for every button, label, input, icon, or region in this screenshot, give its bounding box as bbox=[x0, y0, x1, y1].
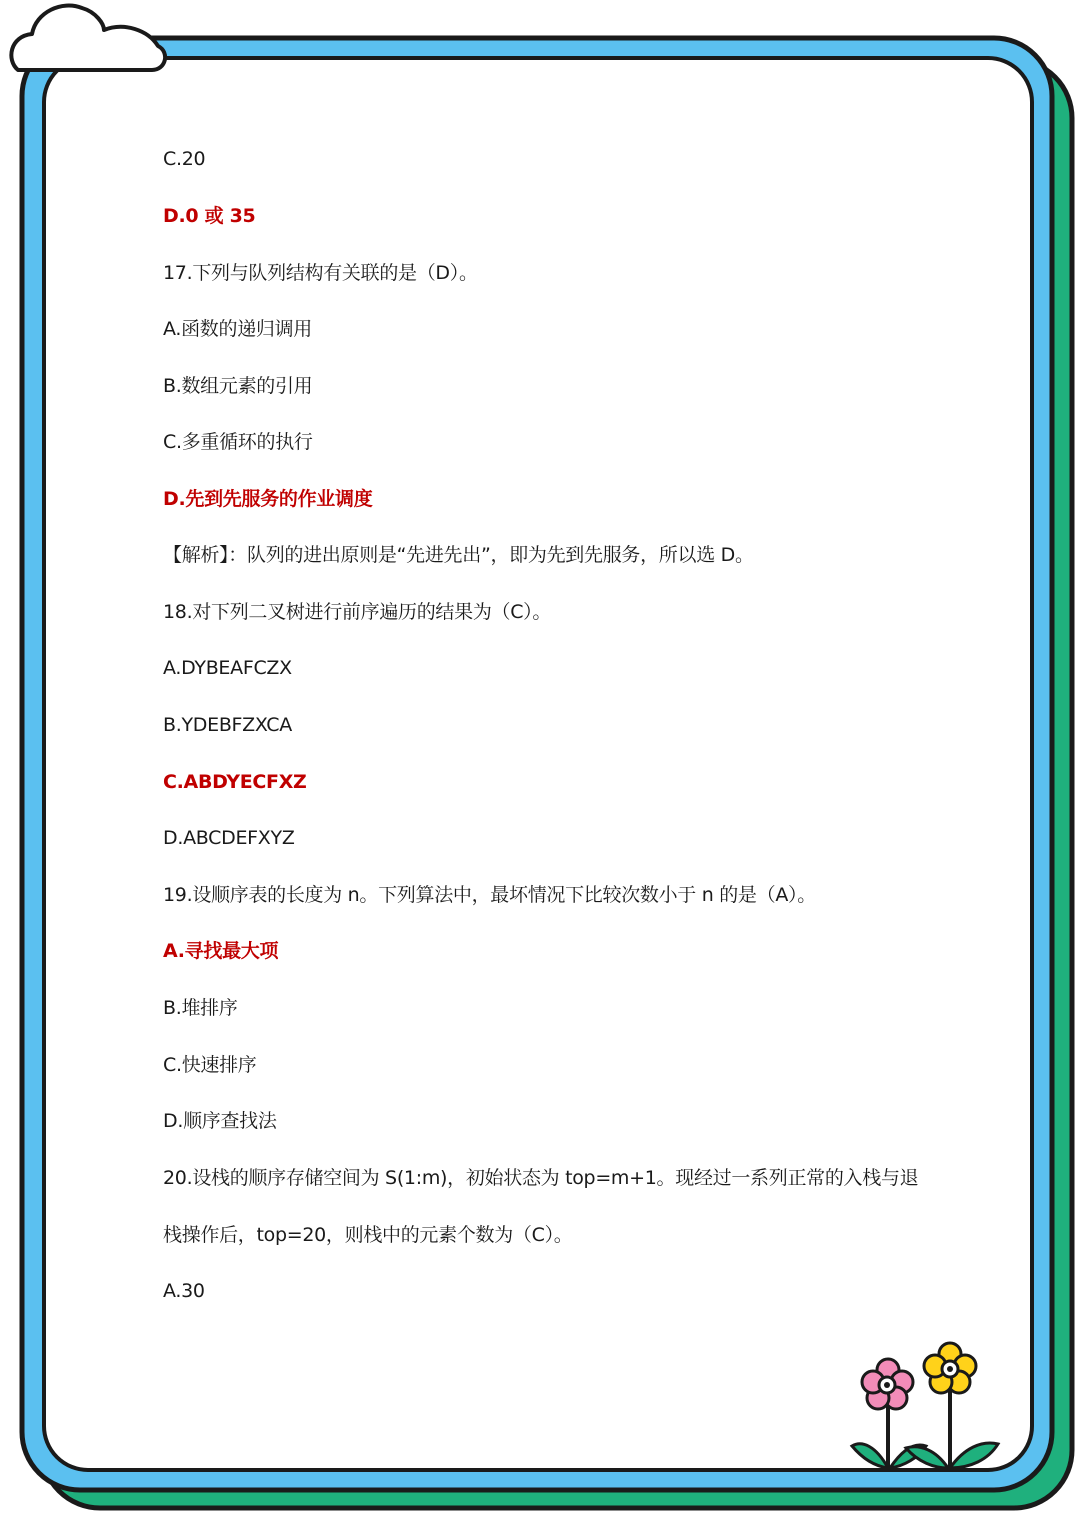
q18-option-d: D.ABCDEFXYZ bbox=[163, 827, 295, 849]
q17-option-a: A.函数的递归调用 bbox=[163, 318, 313, 340]
q19-option-b: B.堆排序 bbox=[163, 997, 238, 1019]
question-17: 17.下列与队列结构有关联的是（D）。 bbox=[163, 262, 478, 284]
q17-explanation: 【解析】：队列的进出原则是“先进先出”，即为先到先服务，所以选 D。 bbox=[163, 544, 754, 566]
cloud-icon bbox=[11, 6, 165, 70]
question-19: 19.设顺序表的长度为 n。下列算法中，最坏情况下比较次数小于 n 的是（A）。 bbox=[163, 884, 816, 906]
q18-answer-option-c: C.ABDYECFXZ bbox=[163, 771, 307, 793]
question-20-line-1: 20.设栈的顺序存储空间为 S(1:m)，初始状态为 top=m+1。现经过一系列正常的入栈与退 bbox=[163, 1167, 919, 1189]
q18-option-a: A.DYBEAFCZX bbox=[163, 657, 292, 679]
q19-option-d: D.顺序查找法 bbox=[163, 1110, 277, 1132]
q17-option-c: C.多重循环的执行 bbox=[163, 431, 313, 453]
q19-option-c: C.快速排序 bbox=[163, 1054, 257, 1076]
question-18: 18.对下列二叉树进行前序遍历的结果为（C）。 bbox=[163, 601, 552, 623]
q18-option-b: B.YDEBFZXCA bbox=[163, 714, 292, 736]
q17-answer-option-d: D.先到先服务的作业调度 bbox=[163, 488, 373, 510]
q19-answer-option-a: A.寻找最大项 bbox=[163, 940, 279, 962]
answer-option-d-0-or-35: D.0 或 35 bbox=[163, 205, 256, 227]
q17-option-b: B.数组元素的引用 bbox=[163, 375, 313, 397]
question-20-line-2: 栈操作后，top=20，则栈中的元素个数为（C）。 bbox=[163, 1224, 573, 1246]
option-c-20: C.20 bbox=[163, 148, 206, 170]
q20-option-a: A.30 bbox=[163, 1280, 205, 1302]
